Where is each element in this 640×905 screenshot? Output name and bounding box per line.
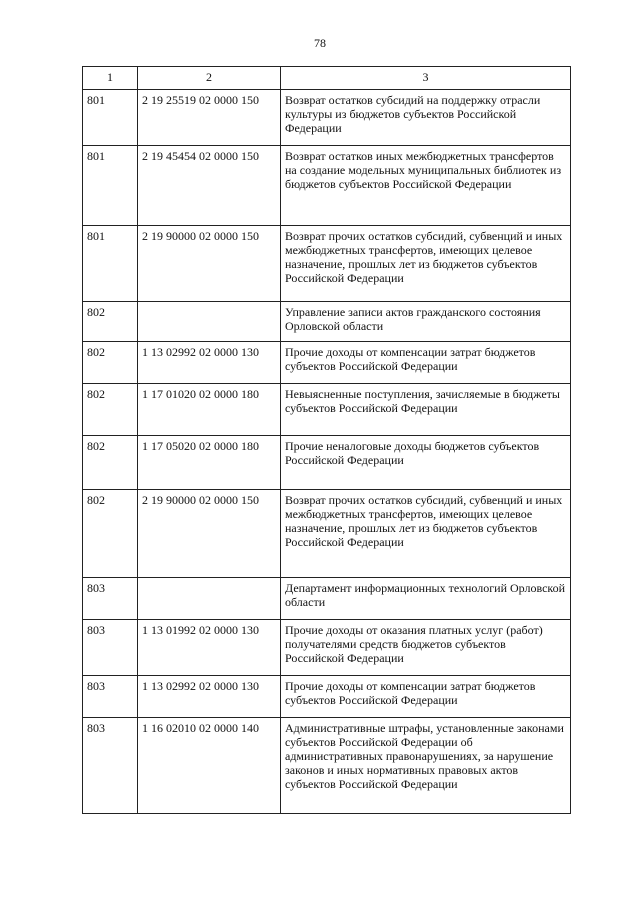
admin-code-cell: 803 (83, 676, 138, 718)
admin-code-cell: 802 (83, 302, 138, 342)
header-col-1: 1 (83, 67, 138, 90)
header-col-2: 2 (138, 67, 281, 90)
table-row (83, 578, 571, 620)
admin-code-cell: 802 (83, 436, 138, 490)
table-row (83, 384, 571, 436)
admin-code-cell: 803 (83, 718, 138, 814)
revenue-name-cell: Административные штрафы, установленные законами субъектов Российской Федерации об административных правонарушениях, за нарушение законов и иных нормативных правовых актов субъектов Российской Федерации (281, 718, 571, 814)
revenue-name-cell: Возврат прочих остатков субсидий, субвенций и иных межбюджетных трансфертов, имеющих целевое назначение, прошлых лет из бюджетов субъектов Российской Федерации (281, 226, 571, 302)
revenue-name-cell: Управление записи актов гражданского состояния Орловской области (281, 302, 571, 342)
revenue-code-cell: 1 13 02992 02 0000 130 (138, 342, 281, 384)
revenue-code-cell: 2 19 90000 02 0000 150 (138, 226, 281, 302)
revenue-code-cell: 2 19 90000 02 0000 150 (138, 490, 281, 578)
revenue-name-cell: Прочие доходы от компенсации затрат бюджетов субъектов Российской Федерации (281, 676, 571, 718)
table-row (83, 490, 571, 578)
header-row (83, 67, 571, 90)
revenue-code-cell (138, 578, 281, 620)
revenue-code-cell: 1 13 01992 02 0000 130 (138, 620, 281, 676)
table-row (83, 302, 571, 342)
revenue-name-cell: Невыясненные поступления, зачисляемые в бюджеты субъектов Российской Федерации (281, 384, 571, 436)
admin-code-cell: 802 (83, 384, 138, 436)
table-row (83, 342, 571, 384)
revenue-name-cell: Возврат остатков иных межбюджетных трансфертов на создание модельных муниципальных библиотек из бюджетов субъектов Российской Федерации (281, 146, 571, 226)
header-col-3: 3 (281, 67, 571, 90)
table-row (83, 620, 571, 676)
revenue-code-cell: 1 17 05020 02 0000 180 (138, 436, 281, 490)
revenue-code-cell: 2 19 45454 02 0000 150 (138, 146, 281, 226)
table-row (83, 718, 571, 814)
table-row (83, 90, 571, 146)
revenue-name-cell: Прочие неналоговые доходы бюджетов субъектов Российской Федерации (281, 436, 571, 490)
admin-code-cell: 801 (83, 146, 138, 226)
revenue-code-cell: 1 17 01020 02 0000 180 (138, 384, 281, 436)
admin-code-cell: 801 (83, 226, 138, 302)
revenue-code-cell: 1 13 02992 02 0000 130 (138, 676, 281, 718)
revenue-code-cell: 2 19 25519 02 0000 150 (138, 90, 281, 146)
table-row (83, 436, 571, 490)
table-row (83, 676, 571, 718)
admin-code-cell: 802 (83, 342, 138, 384)
revenue-name-cell: Департамент информационных технологий Орловской области (281, 578, 571, 620)
revenue-name-cell: Прочие доходы от компенсации затрат бюджетов субъектов Российской Федерации (281, 342, 571, 384)
revenue-code-cell: 1 16 02010 02 0000 140 (138, 718, 281, 814)
admin-code-cell: 802 (83, 490, 138, 578)
revenue-name-cell: Возврат прочих остатков субсидий, субвенций и иных межбюджетных трансфертов, имеющих целевое назначение, прошлых лет из бюджетов субъектов Российской Федерации (281, 490, 571, 578)
table-body (83, 90, 571, 814)
table-row (83, 146, 571, 226)
revenue-code-table (82, 66, 571, 814)
table-row (83, 226, 571, 302)
page-number: 78 (314, 36, 326, 50)
admin-code-cell: 801 (83, 90, 138, 146)
admin-code-cell: 803 (83, 578, 138, 620)
admin-code-cell: 803 (83, 620, 138, 676)
revenue-name-cell: Прочие доходы от оказания платных услуг (работ) получателями средств бюджетов субъектов Российской Федерации (281, 620, 571, 676)
revenue-code-cell (138, 302, 281, 342)
table-header (83, 67, 571, 90)
revenue-name-cell: Возврат остатков субсидий на поддержку отрасли культуры из бюджетов субъектов Российской Федерации (281, 90, 571, 146)
